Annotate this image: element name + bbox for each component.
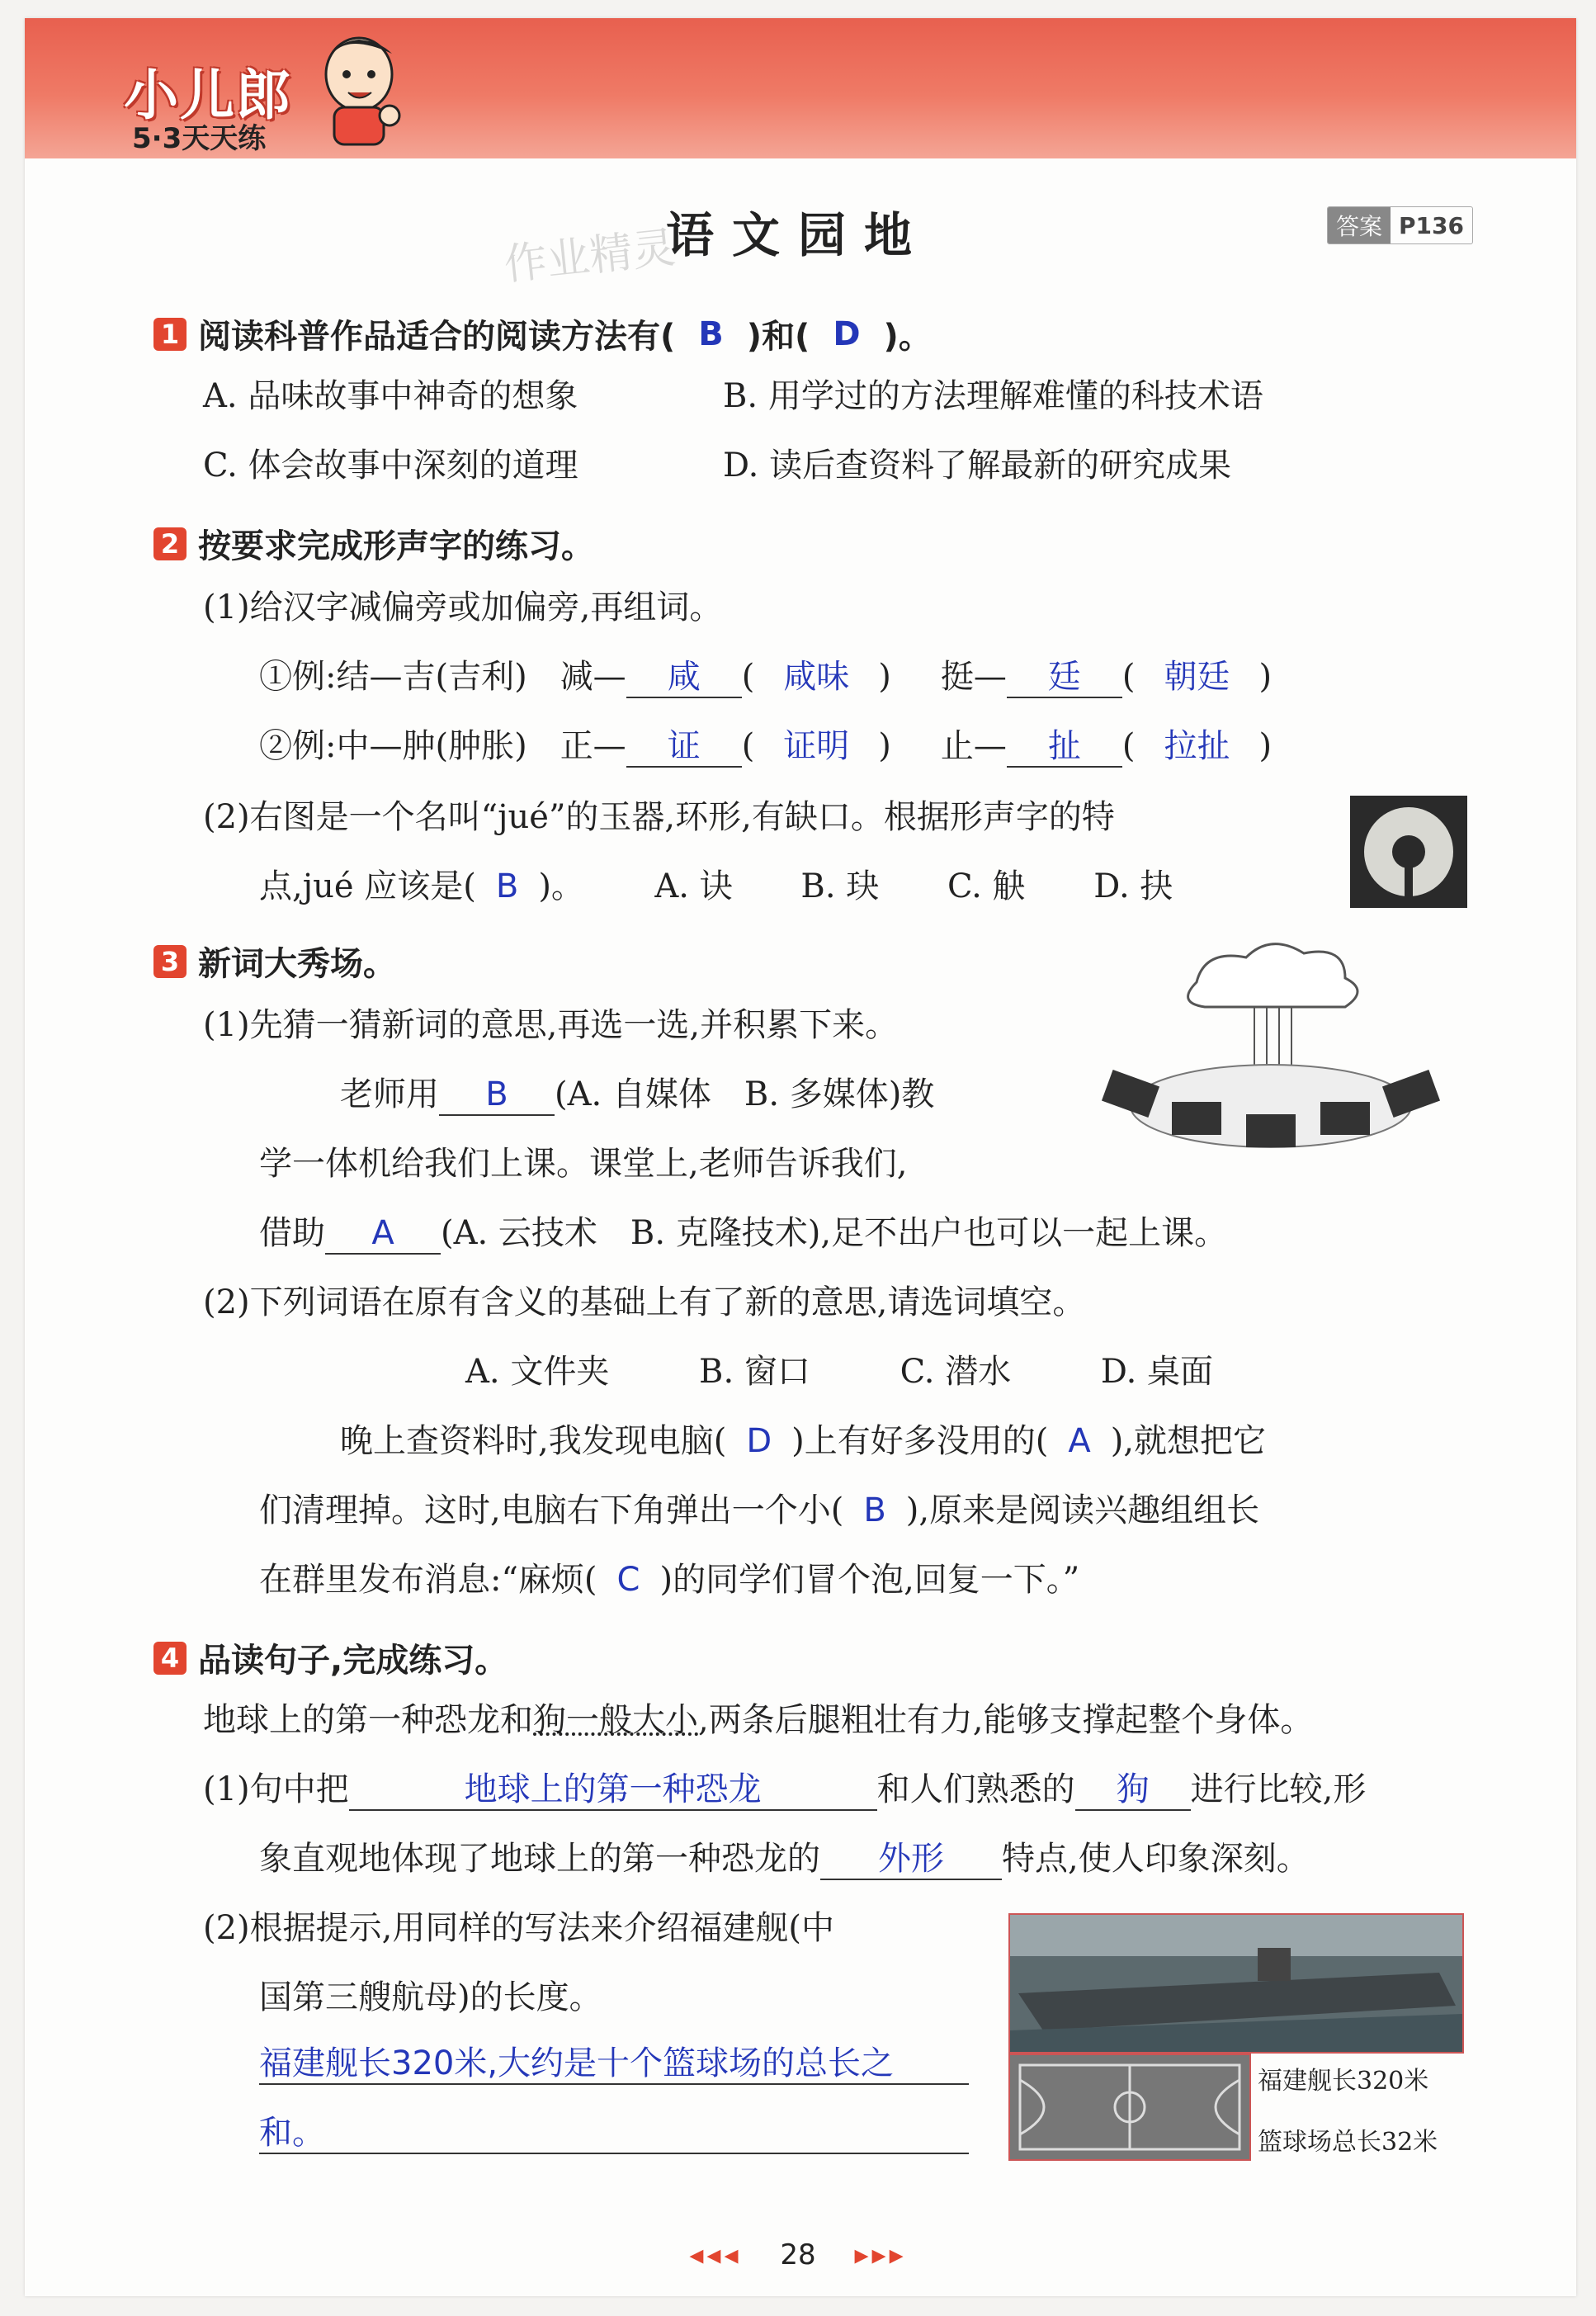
q3-s3-a: 在群里发布消息:“麻烦( [259, 1561, 597, 1599]
q2-row1-a-label: 减— [560, 658, 626, 696]
q4-p1-answer-2: 狗 [1075, 1770, 1191, 1811]
q2-row1: ①例:结—吉(吉利) 减— 咸 ( 咸味 ) 挺— 廷 ( 朝廷 ) [259, 657, 1272, 698]
q3-line3-a: 借助 [259, 1214, 325, 1252]
court-caption: 篮球场总长32米 [1258, 2128, 1438, 2157]
q1-stem-b: )和( [746, 318, 810, 356]
q3-number: 3 [153, 945, 187, 978]
q3-line1 [340, 1075, 934, 1116]
q2-row1-example: ①例:结—吉(吉利) [259, 658, 527, 696]
page-title: 语文园地 [665, 207, 930, 263]
q4-number: 4 [153, 1642, 187, 1675]
q4-part1-line1 [203, 1770, 1366, 1811]
q4-part2-line2: 国第三艘航母)的长度。 [259, 1978, 602, 2016]
q2-row1-b-answer: 廷 [1007, 657, 1122, 698]
q4-heading-text: 品读句子,完成练习。 [198, 1642, 508, 1680]
q1-option-d: D. 读后查资料了解最新的研究成果 [723, 447, 1232, 484]
q1-number: 1 [153, 318, 187, 351]
q3-part1-prompt: (1)先猜一猜新词的意思,再选一选,并积累下来。 [203, 1006, 899, 1044]
q2-heading-text: 按要求完成形声字的练习。 [198, 527, 594, 565]
q3-line1-b: (A. 自媒体 B. 多媒体)教 [555, 1075, 935, 1113]
q3-part2-prompt: (2)下列词语在原有含义的基础上有了新的意思,请选词填空。 [203, 1283, 1086, 1321]
q2-part2-line2 [259, 867, 1173, 906]
q3-s3-answer: C [616, 1561, 640, 1599]
q3-heading [153, 938, 396, 985]
q4-part2-line1: (2)根据提示,用同样的写法来介绍福建舰(中 [203, 1909, 834, 1947]
q3-s1-b: )上有好多没用的( [791, 1422, 1049, 1460]
q3-s1-answer-1: D [746, 1422, 772, 1460]
q3-part2-opt-b: B. 窗口 [699, 1353, 810, 1391]
q3-s2-a: 们清理掉。这时,电脑右下角弹出一个小( [259, 1491, 844, 1529]
carrier-photo [1008, 1913, 1464, 2054]
q4-sentence-dotted: 狗一般大小 [533, 1701, 698, 1739]
q2-part2-opt-a: A. 诀 [654, 867, 733, 905]
q4-part2-answer-line1: 福建舰长320米,大约是十个篮球场的总长之 [259, 2044, 969, 2085]
q4-p1-answer-1: 地球上的第一种恐龙 [349, 1770, 877, 1811]
q2-row2-a-answer: 证 [626, 726, 742, 768]
q3-passage-line1 [340, 1421, 1266, 1461]
q2-part2-opt-d: D. 抉 [1093, 867, 1173, 905]
q1-option-a: A. 品味故事中神奇的想象 [203, 377, 578, 415]
q2-row2-example: ②例:中—肿(肿胀) [259, 727, 527, 765]
q2-part2-opt-b: B. 玦 [800, 867, 880, 905]
q4-p1-a: (1)句中把 [203, 1770, 349, 1808]
q2-heading [153, 520, 594, 567]
q4-part1-line2 [259, 1839, 1310, 1880]
cloud-computing-illustration [1098, 933, 1444, 1180]
q4-p1-c: 进行比较,形 [1190, 1770, 1367, 1808]
q2-row2-b-label: 止— [940, 727, 1007, 765]
q1-stem-a: 阅读科普作品适合的阅读方法有( [198, 318, 676, 356]
series-label: 5·3天天练 [132, 122, 267, 155]
page-number: 28 [780, 2238, 816, 2271]
q4-part2-answer-line2: 和。 [259, 2113, 969, 2154]
mascot-boy-icon [314, 25, 404, 149]
q2-row2-b-answer: 扯 [1007, 726, 1122, 768]
watermark: 作业精灵 [502, 223, 678, 291]
q3-passage-line2 [259, 1491, 1259, 1530]
q3-s2-answer: B [863, 1491, 886, 1529]
q2-part2-close: )。 [538, 867, 584, 905]
q2-row1-a-answer: 咸 [626, 657, 742, 698]
brand-logo: 小儿郎 [124, 64, 292, 127]
q3-line1-answer: B [439, 1075, 555, 1116]
q3-line3-answer: A [325, 1213, 441, 1255]
q2-row2-a-word: 证明 [783, 727, 850, 765]
q3-s2-b: ),原来是阅读兴趣组组长 [905, 1491, 1260, 1529]
q4-p1-b: 和人们熟悉的 [876, 1770, 1075, 1808]
answer-label: 答案 [1328, 207, 1391, 243]
q1-heading [153, 310, 932, 357]
q3-heading-text: 新词大秀场。 [198, 945, 396, 983]
q2-row2: ②例:中—肿(肿胀) 正— 证 ( 证明 ) 止— 扯 ( 拉扯 ) [259, 726, 1272, 768]
q2-row2-a-label: 正— [560, 727, 626, 765]
q4-p1-e: 特点,使人印象深刻。 [1002, 1840, 1310, 1878]
q1-answer-2: D [833, 314, 861, 353]
q3-passage-line3 [259, 1560, 1079, 1600]
q3-s1-c: ),就想把它 [1110, 1422, 1267, 1460]
prev-arrows-icon: ◂◂◂ [689, 2238, 742, 2271]
q4-heading [153, 1634, 508, 1681]
q1-stem-c: )。 [883, 318, 932, 356]
answer-page: P136 [1399, 211, 1464, 239]
q3-s1-a: 晚上查资料时,我发现电脑( [340, 1422, 727, 1460]
q3-line3-b: (A. 云技术 B. 克隆技术),足不出户也可以一起上课。 [441, 1214, 1228, 1252]
q1-answer-1: B [698, 314, 724, 353]
q3-line2: 学一体机给我们上课。课堂上,老师告诉我们, [259, 1145, 908, 1183]
carrier-caption: 福建舰长320米 [1258, 2067, 1429, 2096]
q2-part2-answer: B [495, 867, 519, 905]
q3-s1-answer-2: A [1068, 1422, 1091, 1460]
q4-sentence [203, 1700, 1313, 1740]
page-footer [0, 2238, 1596, 2271]
q2-row1-a-word: 咸味 [783, 658, 850, 696]
q1-option-c: C. 体会故事中深刻的道理 [203, 447, 578, 484]
q2-part1-prompt: (1)给汉字减偏旁或加偏旁,再组词。 [203, 588, 723, 626]
q3-line3 [259, 1213, 1227, 1255]
q2-row1-b-word: 朝廷 [1164, 658, 1230, 696]
answer-reference [1327, 206, 1473, 244]
q2-part2-line1: (2)右图是一个名叫“jué”的玉器,环形,有缺口。根据形声字的特 [203, 798, 1115, 836]
q3-part2-opt-c: C. 潜水 [900, 1353, 1012, 1391]
q2-row2-b-word: 拉扯 [1164, 727, 1230, 765]
q2-row1-b-label: 挺— [940, 658, 1007, 696]
q3-part2-options [465, 1352, 1213, 1392]
q4-p1-answer-3: 外形 [820, 1839, 1002, 1880]
jade-jue-image [1350, 796, 1467, 908]
q3-line1-a: 老师用 [340, 1075, 439, 1113]
q3-part2-opt-a: A. 文件夹 [465, 1353, 610, 1391]
q3-part2-opt-d: D. 桌面 [1100, 1353, 1213, 1391]
q1-option-b: B. 用学过的方法理解难懂的科技术语 [723, 377, 1263, 415]
q2-part2-opt-c: C. 觖 [947, 867, 1026, 905]
q4-sentence-a: 地球上的第一种恐龙和 [203, 1701, 533, 1739]
q4-sentence-b: ,两条后腿粗壮有力,能够支撑起整个身体。 [698, 1701, 1314, 1739]
q3-s3-b: )的同学们冒个泡,回复一下。” [659, 1561, 1080, 1599]
next-arrows-icon: ▸▸▸ [854, 2238, 907, 2271]
q4-p1-d: 象直观地体现了地球上的第一种恐龙的 [259, 1840, 820, 1878]
q2-number: 2 [153, 527, 187, 560]
basketball-court-photo [1008, 2054, 1251, 2161]
q2-part2-prompt: 点,jué 应该是( [259, 867, 476, 905]
